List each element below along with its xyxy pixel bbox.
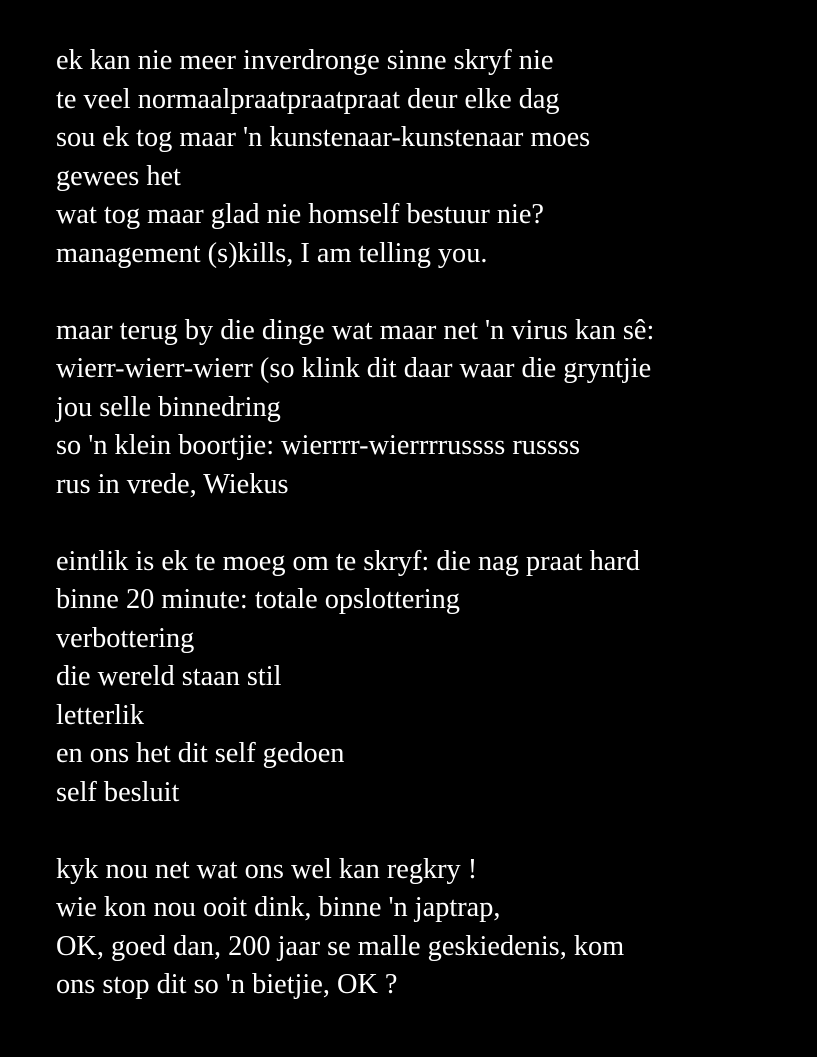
poem-line: so 'n klein boortjie: wierrrr-wierrrrussss russss (56, 430, 581, 461)
poem-line: verbottering (56, 622, 195, 654)
poem-line: te veel normaalpraatpraatpraat deur elke dag (56, 83, 560, 115)
poem-line: en ons het dit self gedoen (56, 738, 345, 769)
poem-line: die wereld staan stil (56, 661, 282, 692)
poem-line: letterlik (56, 699, 144, 731)
poem-line: binne 20 minute: totale opslottering (56, 584, 460, 615)
poem-line: kyk nou net wat ons wel kan regkry ! (56, 853, 478, 885)
stanza-4 (56, 851, 817, 1005)
poem-line: management (s)kills, I am telling you. (56, 237, 488, 269)
poem-line: sou ek tog maar 'n kunstenaar-kunstenaar moes (56, 122, 591, 153)
poem-line: ons stop dit so 'n bietjie, OK ? (56, 969, 398, 1000)
poem-line: wat tog maar glad nie homself bestuur nie? (56, 199, 544, 230)
poem-line: rus in vrede, Wiekus (56, 468, 289, 500)
stanza-3 (56, 543, 817, 813)
stanza-1 (56, 42, 817, 273)
poem-line: wierr-wierr-wierr (so klink dit daar waar die gryntjie (56, 353, 652, 384)
poem-line: ek kan nie meer inverdronge sinne skryf nie (56, 45, 554, 76)
poem-line: self besluit (56, 776, 180, 808)
poem-line: jou selle binnedring (56, 391, 281, 423)
stanza-2 (56, 312, 817, 505)
poem-line: eintlik is ek te moeg om te skryf: die nag praat hard (56, 545, 640, 577)
poem-line: maar terug by die dinge wat maar net 'n virus kan sê: (56, 314, 655, 346)
poem-line: gewees het (56, 160, 181, 192)
poem-line: OK, goed dan, 200 jaar se malle geskiedenis, kom (56, 930, 625, 962)
poem-line: wie kon nou ooit dink, binne 'n japtrap, (56, 892, 501, 923)
